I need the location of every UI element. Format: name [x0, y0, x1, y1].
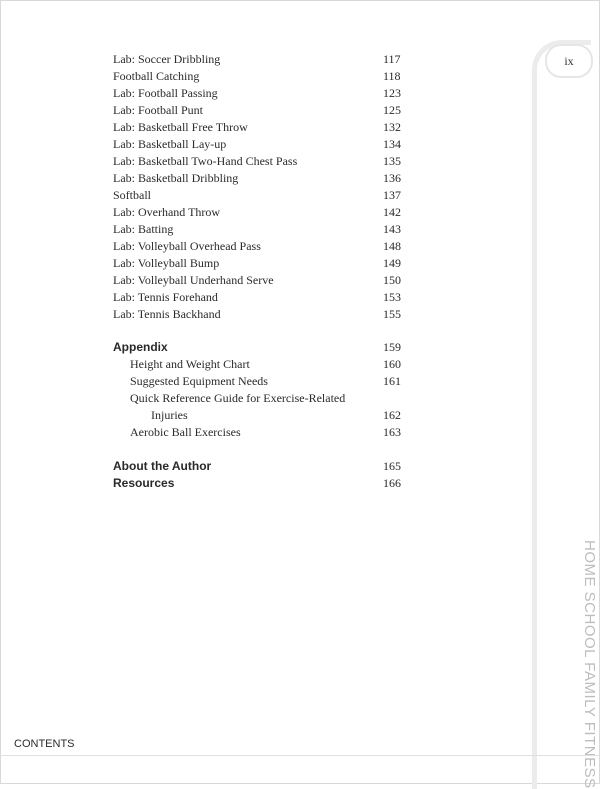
- toc-entry[interactable]: Softball 137: [113, 188, 401, 202]
- toc-section-appendix[interactable]: Appendix 159: [113, 340, 401, 354]
- section-spacer: [113, 441, 413, 458]
- toc-entry[interactable]: Lab: Basketball Lay-up 134: [113, 137, 401, 151]
- toc-subentry[interactable]: Suggested Equipment Needs 161: [130, 374, 401, 388]
- section-spacer: [113, 323, 413, 339]
- toc-subentry-continuation[interactable]: Injuries 162: [151, 408, 401, 422]
- toc-entry[interactable]: Lab: Overhand Throw 142: [113, 205, 401, 219]
- toc-entry[interactable]: Lab: Batting 143: [113, 222, 401, 236]
- toc-entry[interactable]: Lab: Basketball Dribbling 136: [113, 171, 401, 185]
- table-of-contents: [113, 51, 413, 492]
- toc-entry[interactable]: Lab: Football Passing 123: [113, 86, 401, 100]
- toc-entry[interactable]: Lab: Soccer Dribbling 117: [113, 52, 401, 66]
- toc-section-resources[interactable]: Resources 166: [113, 476, 401, 490]
- toc-entry[interactable]: Lab: Volleyball Bump 149: [113, 256, 401, 270]
- toc-section-about-author[interactable]: About the Author 165: [113, 459, 401, 473]
- toc-entry[interactable]: Football Catching 118: [113, 69, 401, 83]
- toc-subentry[interactable]: Height and Weight Chart 160: [130, 357, 401, 371]
- toc-entry[interactable]: Lab: Volleyball Underhand Serve 150: [113, 273, 401, 287]
- toc-subentry[interactable]: Aerobic Ball Exercises 163: [130, 425, 401, 439]
- toc-entry[interactable]: Lab: Tennis Backhand 155: [113, 307, 401, 321]
- footer-divider: [0, 755, 600, 756]
- side-book-title: HOME SCHOOL FAMILY FITNESS: [581, 540, 598, 789]
- toc-subentry[interactable]: Quick Reference Guide for Exercise-Related: [130, 391, 346, 405]
- page-number-badge: [545, 44, 593, 78]
- toc-entry[interactable]: Lab: Basketball Two-Hand Chest Pass 135: [113, 154, 401, 168]
- toc-entry[interactable]: Lab: Volleyball Overhead Pass 148: [113, 239, 401, 253]
- toc-entry[interactable]: Lab: Football Punt 125: [113, 103, 401, 117]
- page-number: ix: [564, 53, 574, 68]
- toc-entry[interactable]: Lab: Basketball Free Throw 132: [113, 120, 401, 134]
- toc-entry[interactable]: Lab: Tennis Forehand 153: [113, 290, 401, 304]
- running-footer: CONTENTS: [14, 738, 75, 750]
